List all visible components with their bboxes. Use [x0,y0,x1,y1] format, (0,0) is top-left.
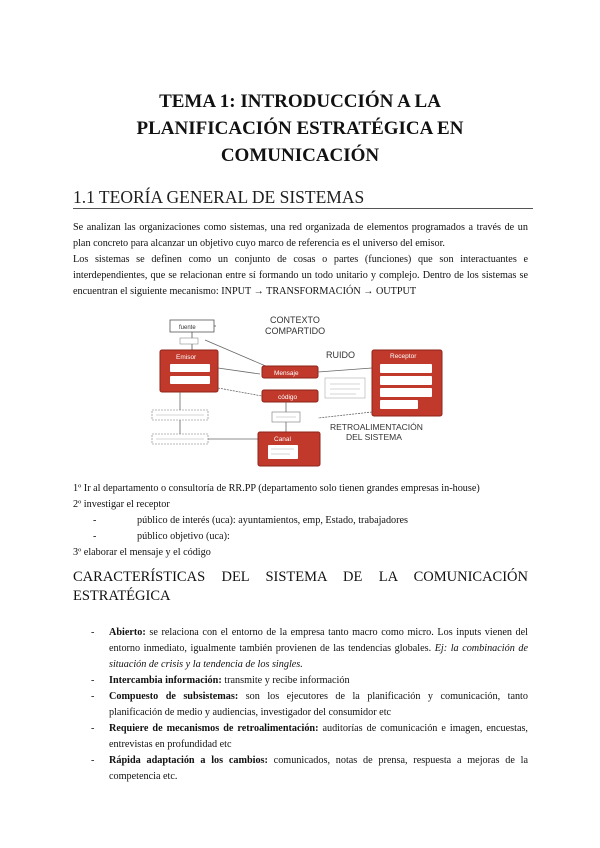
title-line-2: PLANIFICACIÓN ESTRATÉGICA EN [136,118,464,139]
features-list [73,625,528,785]
contexto-label: CONTEXTO [270,315,320,325]
feature-text: se relaciona con el entorno de la empresa tanto macro como micro. Los inputs vienen del entorno inmediato, igualmente también provienen de las tendencias globales. [109,627,528,654]
title-line-1: TEMA 1: INTRODUCCIÓN A LA [159,91,441,112]
feature-example: Ej: la combinación de situación de crisis y la tendencia de los singles. [109,643,528,670]
feature-term: Requiere de mecanismos de retroalimentación: [109,723,319,734]
paragraph-sistemas: Los sistemas se definen como un conjunto de cosas o partes (funciones) que son interactuantes e interdependientes, que se relacionan entre sí formando un todo unitario y complejo. Dentro de los sistemas se encuentran el siguiente mecanismo: INPUT → TRANSFORMACIÓN → OUTPUT [73,254,528,297]
feature-item: - Intercambia información: transmite y recibe información [91,675,350,686]
mensaje-label: Mensaje [274,370,299,377]
compartido-label: COMPARTIDO [265,326,326,336]
retro-label-1: RETROALIMENTACIÓN [330,422,423,432]
ruido-label: RUIDO [326,350,355,360]
receptor-label: Receptor [390,353,417,360]
feature-text: comunicados, notas de prensa, respuesta a mejoras de la competencia etc. [109,755,528,782]
feature-item: - Requiere de mecanismos de retroalimentación: auditorías de comunicación e imagen, encuestas, entrevistas en profundidad etc [91,723,528,750]
feature-item: - Rápida adaptación a los cambios: comunicados, notas de prensa, respuesta a mejoras de la competencia etc. [91,755,528,782]
communication-system-diagram [150,312,450,472]
steps-list [73,481,528,561]
heading-line-2: ESTRATÉGICA [73,588,171,604]
step-2-sub-a: - público de interés (uca): ayuntamientos, emp, Estado, trabajadores [73,513,528,529]
feature-text: auditorías de comunicación e imagen, encuestas, entrevistas en profundidad etc [109,723,528,750]
canal-label: Canal [274,436,291,443]
title-line-3: COMUNICACIÓN [220,145,380,166]
section-heading-sistemas: 1.1 TEORÍA GENERAL DE SISTEMAS [73,187,533,209]
feature-item: - Abierto: se relaciona con el entorno de la empresa tanto macro como micro. Los inputs vienen del entorno inmediato, igualmente también provienen de las tendencias globales. Ej: la combinación de situación de crisis y la tendencia de los singles. [91,627,528,670]
feature-term: Rápida adaptación a los cambios: [109,755,268,766]
page-title [60,88,540,169]
feature-term: Intercambia información: [109,675,222,686]
feature-item: - Compuesto de subsistemas: son los ejecutores de la planificación y comunicación, tanto planificación de medio y audiencias, investigador del consumidor etc [91,691,528,718]
step-2-sub-b: - público objetivo (uca): [73,529,528,545]
codigo-label: código [278,394,298,401]
fuente-label: fuente [179,325,196,331]
retro-label-2: DEL SISTEMA [346,432,402,442]
step-1: 1º Ir al departamento o consultoría de RR.PP (departamento solo tienen grandes empresas in-house) [73,483,480,494]
feature-term: Abierto: [109,627,146,638]
step-2: 2º investigar el receptor [73,499,170,510]
feature-term: Compuesto de subsistemas: [109,691,239,702]
heading-line-1: CARACTERÍSTICAS DEL SISTEMA DE LA COMUNICACIÓN [73,569,528,585]
emisor-label: Emisor [176,354,197,361]
section-heading-caracteristicas [73,568,528,606]
paragraph-organizaciones: Se analizan las organizaciones como sistemas, una red organizada de elementos programados a través de un plan concreto para alcanzar un objetivo cuyo marco de referencia es el universo del emisor. [73,222,528,249]
step-3: 3º elaborar el mensaje y el código [73,547,211,558]
feature-text: transmite y recibe información [221,675,350,686]
feature-text: son los ejecutores de la planificación y comunicación, tanto planificación de medio y audiencias, investigador del consumidor etc [109,691,528,718]
